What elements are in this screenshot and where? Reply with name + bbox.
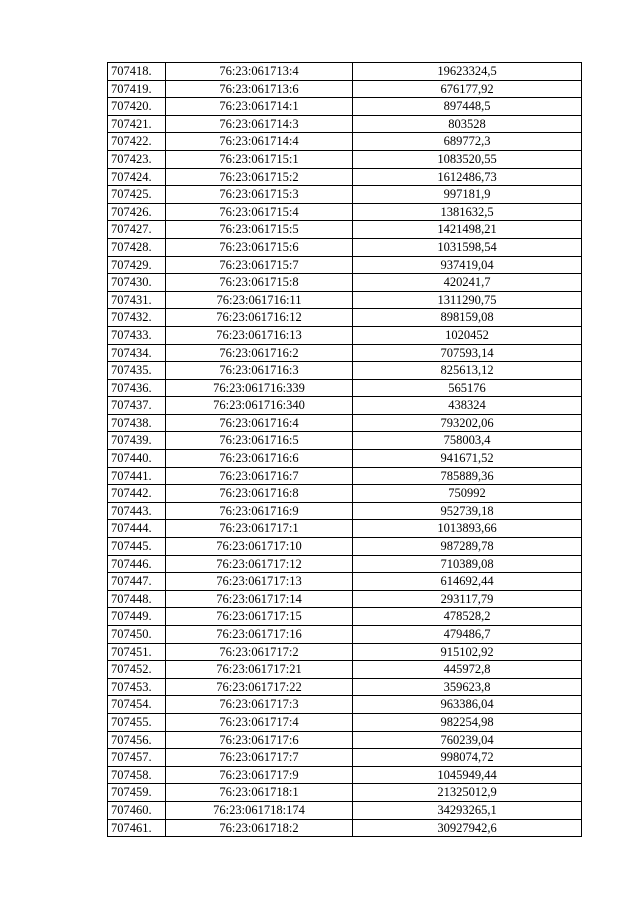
row-number-cell: 707449.	[108, 608, 166, 626]
cadastral-number-cell: 76:23:061715:7	[166, 256, 353, 274]
cadastral-number-cell: 76:23:061717:4	[166, 713, 353, 731]
row-number-cell: 707423.	[108, 150, 166, 168]
cadastral-number-cell: 76:23:061717:7	[166, 749, 353, 767]
cadastral-value-cell: 897448,5	[353, 98, 582, 116]
cadastral-value-cell: 420241,7	[353, 274, 582, 292]
row-number-cell: 707444.	[108, 520, 166, 538]
table-row	[108, 379, 582, 397]
table-row	[108, 608, 582, 626]
cadastral-number-cell: 76:23:061717:22	[166, 678, 353, 696]
cadastral-number-cell: 76:23:061716:9	[166, 502, 353, 520]
table-row	[108, 432, 582, 450]
cadastral-value-cell: 997181,9	[353, 186, 582, 204]
cadastral-value-cell: 937419,04	[353, 256, 582, 274]
cadastral-value-cell: 293117,79	[353, 590, 582, 608]
cadastral-value-cell: 898159,08	[353, 309, 582, 327]
row-number-cell: 707421.	[108, 115, 166, 133]
table-row	[108, 661, 582, 679]
cadastral-number-cell: 76:23:061716:11	[166, 291, 353, 309]
cadastral-value-cell: 689772,3	[353, 133, 582, 151]
table-row	[108, 467, 582, 485]
row-number-cell: 707452.	[108, 661, 166, 679]
cadastral-number-cell: 76:23:061714:3	[166, 115, 353, 133]
row-number-cell: 707455.	[108, 713, 166, 731]
row-number-cell: 707430.	[108, 274, 166, 292]
cadastral-number-cell: 76:23:061717:14	[166, 590, 353, 608]
table-row	[108, 221, 582, 239]
cadastral-value-cell: 21325012,9	[353, 784, 582, 802]
row-number-cell: 707433.	[108, 326, 166, 344]
cadastral-value-cell: 987289,78	[353, 538, 582, 556]
cadastral-number-cell: 76:23:061717:1	[166, 520, 353, 538]
row-number-cell: 707439.	[108, 432, 166, 450]
row-number-cell: 707440.	[108, 450, 166, 468]
cadastral-number-cell: 76:23:061715:2	[166, 168, 353, 186]
table-row	[108, 696, 582, 714]
cadastral-number-cell: 76:23:061715:4	[166, 203, 353, 221]
cadastral-value-cell: 998074,72	[353, 749, 582, 767]
cadastral-number-cell: 76:23:061714:4	[166, 133, 353, 151]
table-row	[108, 414, 582, 432]
row-number-cell: 707429.	[108, 256, 166, 274]
cadastral-value-cell: 30927942,6	[353, 819, 582, 837]
cadastral-number-cell: 76:23:061718:2	[166, 819, 353, 837]
row-number-cell: 707448.	[108, 590, 166, 608]
cadastral-number-cell: 76:23:061716:12	[166, 309, 353, 327]
cadastral-value-cell: 710389,08	[353, 555, 582, 573]
cadastral-number-cell: 76:23:061715:6	[166, 238, 353, 256]
cadastral-number-cell: 76:23:061716:4	[166, 414, 353, 432]
cadastral-number-cell: 76:23:061716:5	[166, 432, 353, 450]
table-row	[108, 80, 582, 98]
row-number-cell: 707459.	[108, 784, 166, 802]
table-row	[108, 238, 582, 256]
row-number-cell: 707445.	[108, 538, 166, 556]
cadastral-value-cell: 445972,8	[353, 661, 582, 679]
table-row	[108, 485, 582, 503]
cadastral-number-cell: 76:23:061716:3	[166, 362, 353, 380]
cadastral-value-cell: 676177,92	[353, 80, 582, 98]
cadastral-number-cell: 76:23:061717:21	[166, 661, 353, 679]
cadastral-number-cell: 76:23:061716:8	[166, 485, 353, 503]
row-number-cell: 707420.	[108, 98, 166, 116]
row-number-cell: 707428.	[108, 238, 166, 256]
cadastral-value-cell: 438324	[353, 397, 582, 415]
row-number-cell: 707458.	[108, 766, 166, 784]
cadastral-number-cell: 76:23:061717:13	[166, 573, 353, 591]
cadastral-value-cell: 1612486,73	[353, 168, 582, 186]
cadastral-number-cell: 76:23:061713:4	[166, 63, 353, 81]
row-number-cell: 707438.	[108, 414, 166, 432]
cadastral-number-cell: 76:23:061715:3	[166, 186, 353, 204]
cadastral-number-cell: 76:23:061713:6	[166, 80, 353, 98]
table-row	[108, 63, 582, 81]
row-number-cell: 707442.	[108, 485, 166, 503]
cadastral-number-cell: 76:23:061717:9	[166, 766, 353, 784]
cadastral-value-cell: 707593,14	[353, 344, 582, 362]
cadastral-number-cell: 76:23:061717:16	[166, 626, 353, 644]
cadastral-number-cell: 76:23:061716:340	[166, 397, 353, 415]
cadastral-value-cell: 825613,12	[353, 362, 582, 380]
table-row	[108, 643, 582, 661]
table-row	[108, 291, 582, 309]
cadastral-number-cell: 76:23:061715:8	[166, 274, 353, 292]
cadastral-number-cell: 76:23:061718:1	[166, 784, 353, 802]
row-number-cell: 707427.	[108, 221, 166, 239]
row-number-cell: 707447.	[108, 573, 166, 591]
row-number-cell: 707422.	[108, 133, 166, 151]
cadastral-value-cell: 915102,92	[353, 643, 582, 661]
row-number-cell: 707435.	[108, 362, 166, 380]
row-number-cell: 707437.	[108, 397, 166, 415]
table-row	[108, 168, 582, 186]
cadastral-number-cell: 76:23:061716:7	[166, 467, 353, 485]
table-row	[108, 766, 582, 784]
table-row	[108, 538, 582, 556]
row-number-cell: 707454.	[108, 696, 166, 714]
table-row	[108, 573, 582, 591]
table-row	[108, 256, 582, 274]
table-row	[108, 98, 582, 116]
row-number-cell: 707446.	[108, 555, 166, 573]
cadastral-number-cell: 76:23:061717:2	[166, 643, 353, 661]
row-number-cell: 707453.	[108, 678, 166, 696]
table-row	[108, 626, 582, 644]
cadastral-number-cell: 76:23:061717:15	[166, 608, 353, 626]
row-number-cell: 707457.	[108, 749, 166, 767]
cadastral-value-cell: 359623,8	[353, 678, 582, 696]
cadastral-value-cell: 1013893,66	[353, 520, 582, 538]
row-number-cell: 707426.	[108, 203, 166, 221]
table-row	[108, 731, 582, 749]
cadastral-value-cell: 1421498,21	[353, 221, 582, 239]
row-number-cell: 707425.	[108, 186, 166, 204]
table-row	[108, 397, 582, 415]
cadastral-number-cell: 76:23:061717:3	[166, 696, 353, 714]
cadastral-value-cell: 1083520,55	[353, 150, 582, 168]
cadastral-value-cell: 478528,2	[353, 608, 582, 626]
cadastral-value-cell: 1311290,75	[353, 291, 582, 309]
row-number-cell: 707451.	[108, 643, 166, 661]
cadastral-number-cell: 76:23:061715:5	[166, 221, 353, 239]
table-row	[108, 326, 582, 344]
cadastral-value-cell: 803528	[353, 115, 582, 133]
cadastral-number-cell: 76:23:061716:2	[166, 344, 353, 362]
cadastral-value-table	[107, 62, 582, 837]
table-row	[108, 713, 582, 731]
cadastral-number-cell: 76:23:061717:12	[166, 555, 353, 573]
row-number-cell: 707443.	[108, 502, 166, 520]
table-row	[108, 203, 582, 221]
cadastral-value-cell: 479486,7	[353, 626, 582, 644]
cadastral-number-cell: 76:23:061717:10	[166, 538, 353, 556]
cadastral-value-cell: 565176	[353, 379, 582, 397]
row-number-cell: 707424.	[108, 168, 166, 186]
cadastral-value-cell: 952739,18	[353, 502, 582, 520]
cadastral-value-cell: 1045949,44	[353, 766, 582, 784]
table-row	[108, 555, 582, 573]
cadastral-number-cell: 76:23:061714:1	[166, 98, 353, 116]
row-number-cell: 707436.	[108, 379, 166, 397]
cadastral-number-cell: 76:23:061717:6	[166, 731, 353, 749]
table-row	[108, 819, 582, 837]
cadastral-value-cell: 982254,98	[353, 713, 582, 731]
cadastral-value-cell: 1381632,5	[353, 203, 582, 221]
cadastral-number-cell: 76:23:061715:1	[166, 150, 353, 168]
cadastral-number-cell: 76:23:061718:174	[166, 801, 353, 819]
row-number-cell: 707432.	[108, 309, 166, 327]
table-row	[108, 450, 582, 468]
cadastral-value-cell: 758003,4	[353, 432, 582, 450]
cadastral-value-cell: 785889,36	[353, 467, 582, 485]
row-number-cell: 707434.	[108, 344, 166, 362]
table-row	[108, 344, 582, 362]
row-number-cell: 707450.	[108, 626, 166, 644]
cadastral-value-cell: 19623324,5	[353, 63, 582, 81]
cadastral-number-cell: 76:23:061716:6	[166, 450, 353, 468]
table-row	[108, 784, 582, 802]
table-row	[108, 186, 582, 204]
table-row	[108, 502, 582, 520]
table-row	[108, 274, 582, 292]
table-body	[108, 63, 582, 837]
cadastral-value-cell: 34293265,1	[353, 801, 582, 819]
cadastral-value-cell: 963386,04	[353, 696, 582, 714]
row-number-cell: 707419.	[108, 80, 166, 98]
row-number-cell: 707456.	[108, 731, 166, 749]
table-row	[108, 115, 582, 133]
cadastral-value-cell: 941671,52	[353, 450, 582, 468]
row-number-cell: 707460.	[108, 801, 166, 819]
table-row	[108, 801, 582, 819]
row-number-cell: 707441.	[108, 467, 166, 485]
table-row	[108, 590, 582, 608]
cadastral-value-cell: 1031598,54	[353, 238, 582, 256]
table-row	[108, 150, 582, 168]
table-row	[108, 678, 582, 696]
row-number-cell: 707461.	[108, 819, 166, 837]
cadastral-number-cell: 76:23:061716:13	[166, 326, 353, 344]
table-row	[108, 520, 582, 538]
cadastral-value-cell: 750992	[353, 485, 582, 503]
table-row	[108, 133, 582, 151]
table-row	[108, 309, 582, 327]
cadastral-number-cell: 76:23:061716:339	[166, 379, 353, 397]
cadastral-value-cell: 1020452	[353, 326, 582, 344]
table-row	[108, 749, 582, 767]
cadastral-value-cell: 760239,04	[353, 731, 582, 749]
table-row	[108, 362, 582, 380]
cadastral-value-cell: 793202,06	[353, 414, 582, 432]
cadastral-value-cell: 614692,44	[353, 573, 582, 591]
row-number-cell: 707431.	[108, 291, 166, 309]
row-number-cell: 707418.	[108, 63, 166, 81]
